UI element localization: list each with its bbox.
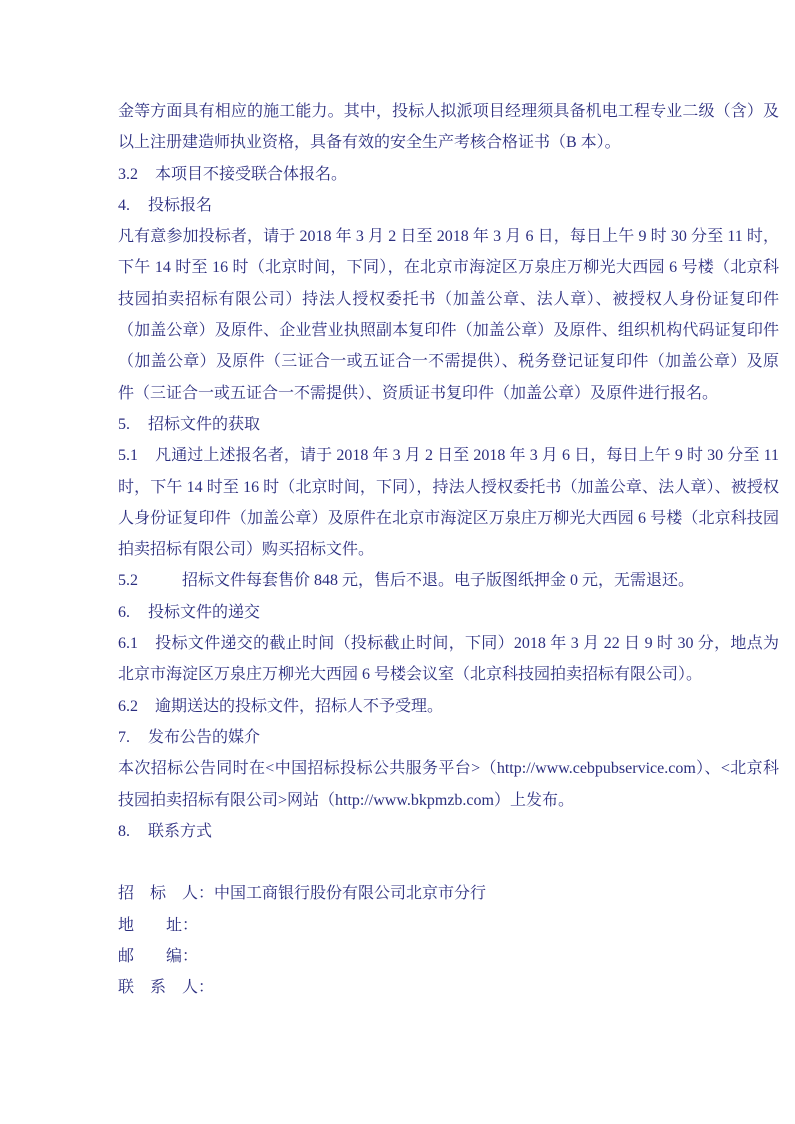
contact-label: 地 址：	[118, 916, 199, 934]
heading-number: 5.	[118, 415, 130, 433]
item-text: 招标文件每套售价 848 元，售后不退。电子版图纸押金 0 元，无需退还。	[182, 572, 695, 590]
heading-number: 6.	[118, 603, 130, 621]
section-item-3-2	[118, 159, 779, 190]
item-number: 5.2	[118, 572, 138, 590]
item-text: 本项目不接受联合体报名。	[155, 165, 348, 183]
contact-label: 联 系 人：	[118, 979, 215, 997]
section-item-5-1	[118, 440, 779, 565]
contact-value: 中国工商银行股份有限公司北京市分行	[214, 885, 487, 903]
heading-title: 投标文件的递交	[148, 603, 261, 621]
heading-number: 4.	[118, 196, 130, 214]
contact-row-person	[118, 972, 779, 1003]
item-number: 3.2	[118, 165, 138, 183]
item-number: 6.2	[118, 697, 138, 715]
section-item-5-2	[118, 565, 779, 596]
item-text: 逾期送达的投标文件，招标人不予受理。	[155, 697, 444, 715]
section-heading-8	[118, 816, 779, 847]
section-item-6-1	[118, 628, 779, 691]
section-heading-6	[118, 597, 779, 628]
heading-title: 投标报名	[148, 196, 213, 214]
contact-label: 邮 编：	[118, 948, 199, 966]
heading-number: 8.	[118, 822, 130, 840]
contact-label: 招 标 人：	[118, 885, 215, 903]
contact-info-section	[118, 878, 779, 1003]
item-text: 投标文件递交的截止时间（投标截止时间，下同）2018 年 3 月 22 日 9 时 30 分，地点为北京市海淀区万泉庄万柳光大西园 6 号楼会议室（北京科技园拍卖招标有限公司）。	[118, 635, 779, 684]
body-paragraph-media: 本次招标公告同时在<中国招标投标公共服务平台>（http://www.cebpubservice.com）、<北京科技园拍卖招标有限公司>网站（http://www.bkpmzb.com）上发布。	[118, 760, 779, 809]
document-content	[118, 96, 779, 1004]
section-heading-5	[118, 409, 779, 440]
heading-title: 发布公告的媒介	[148, 728, 261, 746]
contact-row-postcode	[118, 941, 779, 972]
contact-row-bidder	[118, 878, 779, 909]
item-number: 5.1	[118, 447, 138, 465]
heading-title: 联系方式	[148, 822, 213, 840]
item-number: 6.1	[118, 635, 138, 653]
section-heading-4	[118, 190, 779, 221]
heading-number: 7.	[118, 728, 130, 746]
heading-title: 招标文件的获取	[148, 415, 261, 433]
section-item-6-2	[118, 691, 779, 722]
section-heading-7	[118, 722, 779, 753]
item-text: 凡通过上述报名者，请于 2018 年 3 月 2 日至 2018 年 3 月 6 日，每日上午 9 时 30 分至 11 时，下午 14 时至 16 时（北京时间，下同），持法人授权委托书（加盖公章、法人章）、被授权人身份证复印件（加盖公章）及原件在北京市海淀区万泉庄万柳光大西园 6 号楼（北京科技园拍卖招标有限公司）购买招标文件。	[118, 447, 779, 559]
body-paragraph-continuation: 金等方面具有相应的施工能力。其中，投标人拟派项目经理须具备机电工程专业二级（含）及以上注册建造师执业资格，具备有效的安全生产考核合格证书（B 本）。	[118, 103, 779, 152]
body-paragraph-registration: 凡有意参加投标者，请于 2018 年 3 月 2 日至 2018 年 3 月 6 日，每日上午 9 时 30 分至 11 时，下午 14 时至 16 时（北京时间，下同），在北京市海淀区万泉庄万柳光大西园 6 号楼（北京科技园拍卖招标有限公司）持法人授权委托书（加盖公章、法人章）、被授权人身份证复印件（加盖公章）及原件、企业营业执照副本复印件（加盖公章）及原件、组织机构代码证复印件（加盖公章）及原件（三证合一或五证合一不需提供）、税务登记证复印件（加盖公章）及原件（三证合一或五证合一不需提供）、资质证书复印件（加盖公章）及原件进行报名。	[118, 228, 779, 402]
contact-row-address	[118, 910, 779, 941]
